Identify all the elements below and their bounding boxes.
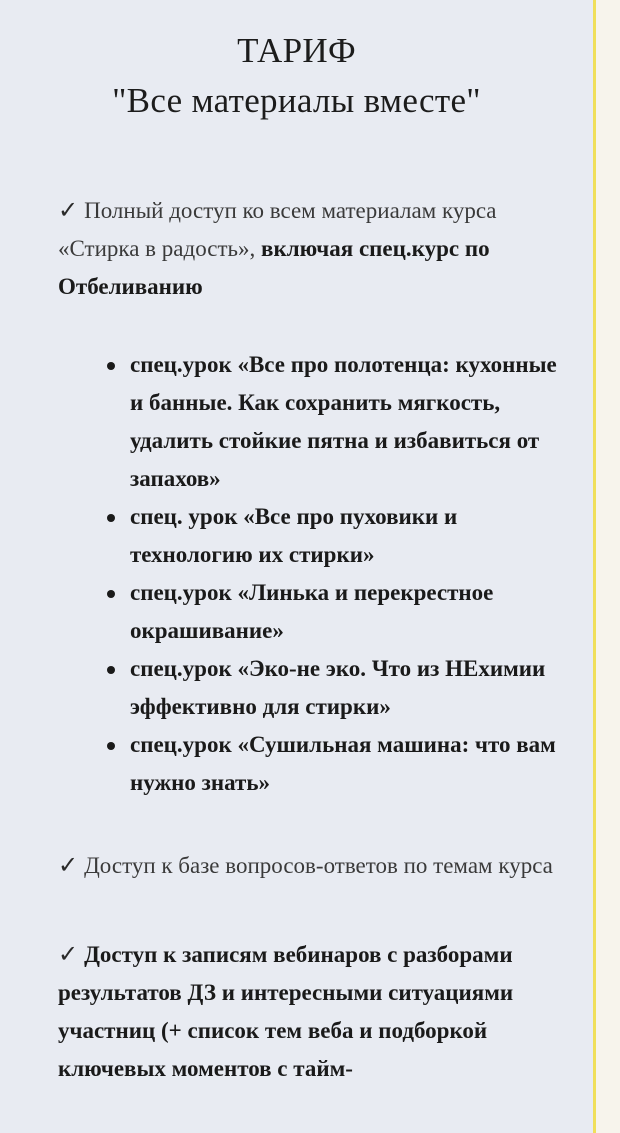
feature-qa-base (58, 846, 559, 885)
list-item (130, 650, 559, 726)
lesson-text: спец. урок «Все про пуховики и технологию их стирки» (130, 504, 458, 567)
bullet-icon (107, 666, 115, 674)
feature-qa-base-text: Доступ к базе вопросов-ответов по темам курса (84, 853, 553, 878)
checkmark-icon: ✓ (58, 851, 79, 879)
list-item (130, 498, 559, 574)
feature-webinar-records-text: Доступ к записям вебинаров с разборами результатов ДЗ и интересными ситуациями участниц (+ список тем веба и подборкой ключевых моментов с тайм- (58, 942, 514, 1081)
list-item (130, 346, 559, 498)
bullet-icon (107, 362, 115, 370)
checkmark-icon: ✓ (58, 196, 79, 224)
bullet-icon (107, 590, 115, 598)
tariff-title-line2: "Все материалы вместе" (112, 81, 481, 120)
list-item (130, 574, 559, 650)
tariff-content (58, 191, 559, 1088)
checkmark-icon: ✓ (58, 940, 79, 968)
feature-full-access-bold: включая спец.курс по Отбеливанию (58, 236, 490, 299)
lesson-text: спец.урок «Линька и перекрестное окрашивание» (130, 580, 494, 643)
bullet-icon (107, 514, 115, 522)
feature-webinar-records (58, 935, 559, 1088)
bullet-icon (107, 742, 115, 750)
tariff-title-line1: ТАРИФ (237, 31, 356, 70)
feature-full-access-text: Полный доступ ко всем материалам курса «Стирка в радость», (58, 198, 497, 261)
lesson-text: спец.урок «Сушильная машина: что вам нужно знать» (130, 732, 556, 795)
lesson-text: спец.урок «Эко-не эко. Что из НЕхимии эффективно для стирки» (130, 656, 546, 719)
lesson-text: спец.урок «Все про полотенца: кухонные и банные. Как сохранить мягкость, удалить стойкие пятна и избавиться от запахов» (130, 352, 557, 491)
tariff-title (0, 0, 593, 126)
feature-full-access (58, 191, 559, 306)
special-lessons-list (58, 346, 559, 802)
list-item (130, 726, 559, 802)
